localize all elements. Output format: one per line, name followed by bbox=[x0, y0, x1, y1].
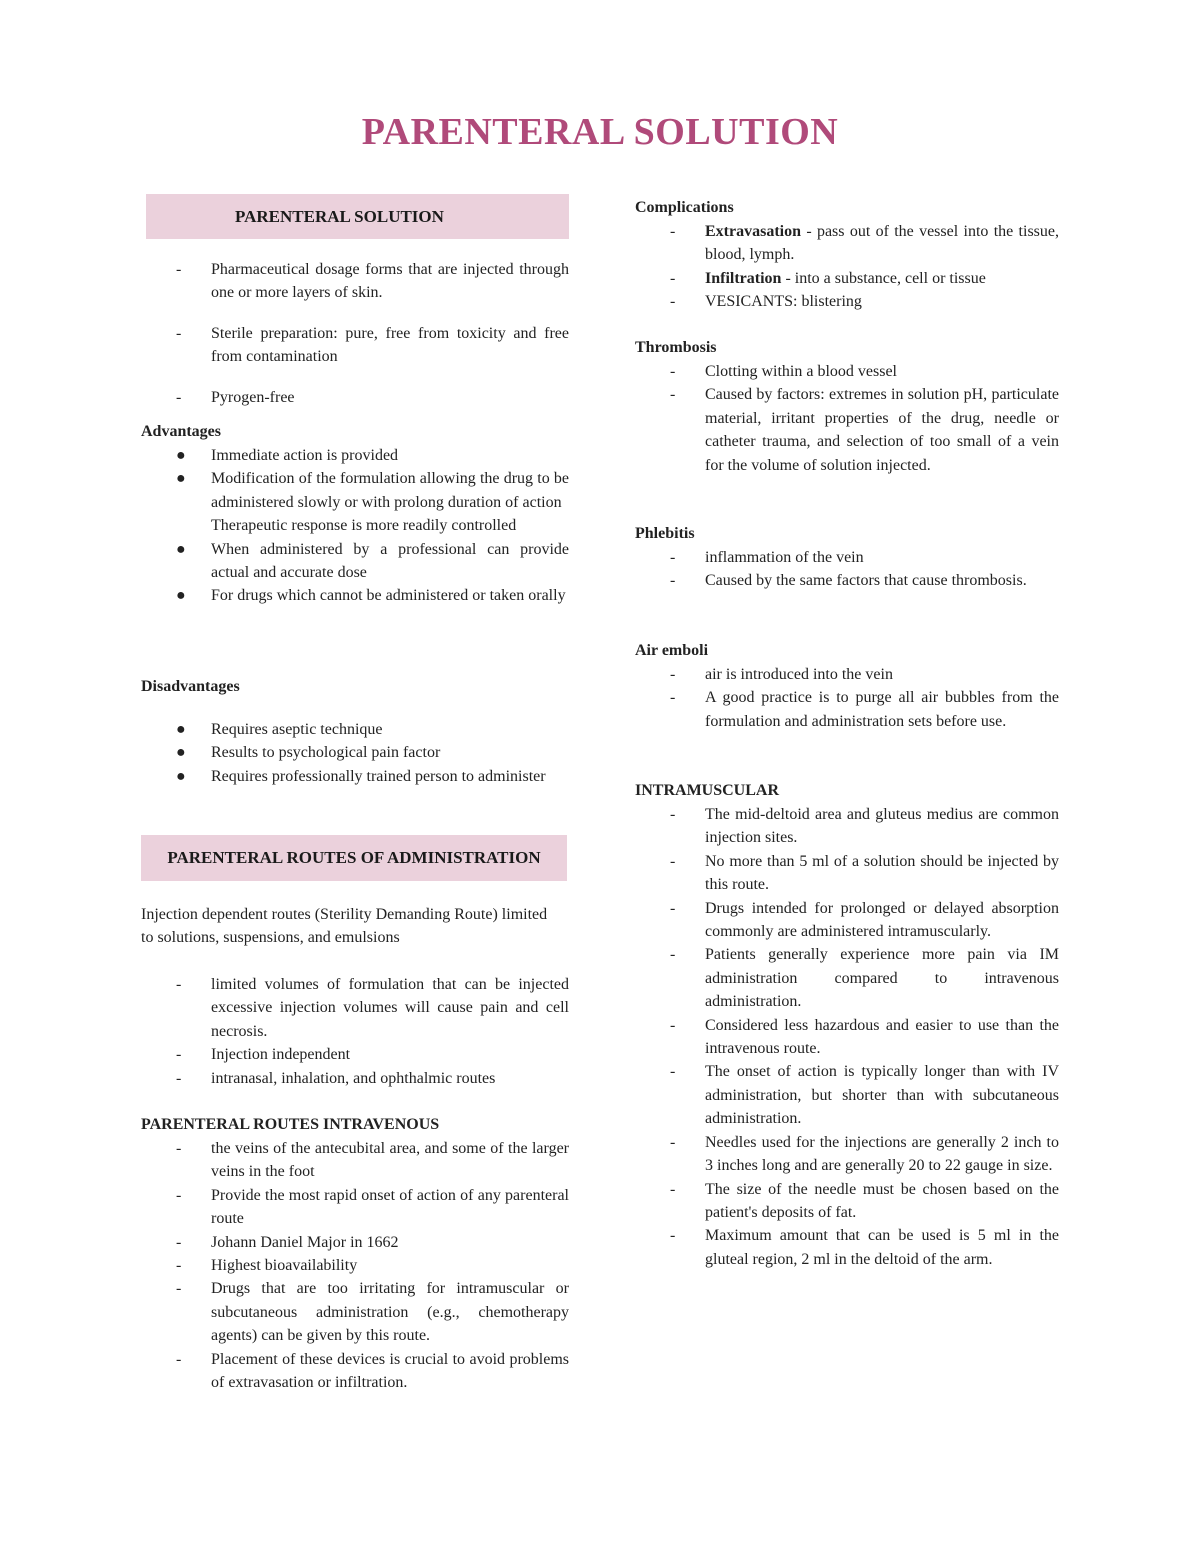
phlebitis-heading: Phlebitis bbox=[635, 525, 695, 542]
list-item: - A good practice is to purge all air bubbles from the formulation and administration sets before use. bbox=[670, 689, 1059, 730]
complications-list bbox=[635, 220, 1059, 314]
section-box-parenteral-solution bbox=[146, 194, 569, 239]
thrombosis-heading: Thrombosis bbox=[635, 339, 717, 356]
intravenous-heading: PARENTERAL ROUTES INTRAVENOUS bbox=[141, 1116, 440, 1133]
list-item: ● Immediate action is provided bbox=[176, 447, 399, 464]
phlebitis-list bbox=[635, 546, 1059, 593]
list-item: - Clotting within a blood vessel bbox=[670, 363, 897, 380]
list-item: - limited volumes of formulation that can be injected excessive injection volumes will cause pain and cell necrosis. bbox=[176, 976, 569, 1040]
list-item: - Sterile preparation: pure, free from toxicity and free from contamination bbox=[176, 324, 569, 366]
list-item: - Provide the most rapid onset of action of any parenteral route bbox=[176, 1186, 569, 1228]
list-item: - Drugs that are too irritating for intramuscular or subcutaneous administration (e.g., chemotherapy agents) can be given by this route. bbox=[176, 1280, 569, 1345]
list-item: - Considered less hazardous and easier to use than the intravenous route. bbox=[670, 1016, 1059, 1058]
list-item: - Infiltration - into a substance, cell or tissue bbox=[670, 269, 986, 287]
disadvantages-list bbox=[141, 718, 569, 788]
list-item: - air is introduced into the vein bbox=[670, 666, 893, 683]
disadvantages-heading: Disadvantages bbox=[141, 678, 240, 695]
intramuscular-heading: INTRAMUSCULAR bbox=[635, 782, 780, 799]
intro-list bbox=[141, 258, 569, 426]
page-title: PARENTERAL SOLUTION bbox=[361, 111, 839, 153]
list-item: - VESICANTS: blistering bbox=[670, 293, 862, 311]
advantages-list bbox=[141, 444, 569, 608]
list-item: - The mid-deltoid area and gluteus medius are common injection sites. bbox=[670, 806, 1059, 847]
list-item: - Placement of these devices is crucial to avoid problems of extravasation or infiltration. bbox=[176, 1350, 569, 1392]
list-item: - inflammation of the vein bbox=[670, 549, 864, 566]
list-item: Therapeutic response is more readily controlled bbox=[211, 517, 517, 535]
list-item: - intranasal, inhalation, and ophthalmic routes bbox=[176, 1069, 496, 1087]
list-item: - Maximum amount that can be used is 5 ml in the gluteal region, 2 ml in the deltoid of the arm. bbox=[670, 1227, 1059, 1268]
list-item: - the veins of the antecubital area, and some of the larger veins in the foot bbox=[176, 1140, 569, 1181]
routes-intro: Injection dependent routes (Sterility Demanding Route) limited to solutions, suspensions, and emulsions bbox=[141, 906, 548, 947]
list-item: ● For drugs which cannot be administered or taken orally bbox=[176, 587, 566, 605]
list-item: ● Modification of the formulation allowing the drug to be administered slowly or with prolong duration of action bbox=[176, 470, 569, 511]
list-item: - Caused by factors: extremes in solution pH, particulate material, irritant properties of the drug, needle or catheter trauma, and selection of too small of a vein for the volume of solution injected. bbox=[670, 386, 1059, 474]
list-item: - Extravasation - pass out of the vessel into the tissue, blood, lymph. bbox=[670, 223, 1059, 264]
section-box-title: PARENTERAL ROUTES OF ADMINISTRATION bbox=[167, 848, 541, 868]
list-item: ● Requires aseptic technique bbox=[176, 721, 383, 738]
list-item: - Caused by the same factors that cause thrombosis. bbox=[670, 572, 1027, 590]
list-item: - The size of the needle must be chosen based on the patient's deposits of fat. bbox=[670, 1180, 1059, 1221]
list-item: - Pyrogen-free bbox=[176, 388, 295, 406]
section-box-routes bbox=[141, 835, 567, 881]
list-item: ● When administered by a professional can provide actual and accurate dose bbox=[176, 540, 569, 582]
air-emboli-heading: Air emboli bbox=[635, 642, 709, 659]
thrombosis-list bbox=[635, 360, 1059, 477]
air-emboli-list bbox=[635, 663, 1059, 733]
list-item: ● Requires professionally trained person to administer bbox=[176, 767, 546, 785]
intravenous-list bbox=[141, 1137, 569, 1394]
advantages-heading: Advantages bbox=[141, 423, 222, 440]
routes-list bbox=[141, 973, 569, 1090]
list-item: - Johann Daniel Major in 1662 bbox=[176, 1233, 399, 1251]
list-item: - The onset of action is typically longer than with IV administration, but shorter than with subcutaneous administration. bbox=[670, 1063, 1059, 1128]
list-item: - Patients generally experience more pain via IM administration compared to intravenous administration. bbox=[670, 946, 1059, 1011]
list-item: - Drugs intended for prolonged or delayed absorption commonly are administered intramuscularly. bbox=[670, 899, 1059, 941]
complications-heading: Complications bbox=[635, 199, 734, 216]
intramuscular-list bbox=[635, 803, 1059, 1271]
list-item: - Highest bioavailability bbox=[176, 1257, 358, 1275]
list-item: - No more than 5 ml of a solution should be injected by this route. bbox=[670, 852, 1059, 894]
list-item: - Injection independent bbox=[176, 1046, 351, 1064]
list-item: - Pharmaceutical dosage forms that are injected through one or more layers of skin. bbox=[176, 261, 569, 302]
list-item: - Needles used for the injections are generally 2 inch to 3 inches long and are generally 20 to 22 gauge in size. bbox=[670, 1133, 1059, 1175]
list-item: ● Results to psychological pain factor bbox=[176, 744, 441, 762]
section-box-title: PARENTERAL SOLUTION bbox=[235, 206, 444, 226]
